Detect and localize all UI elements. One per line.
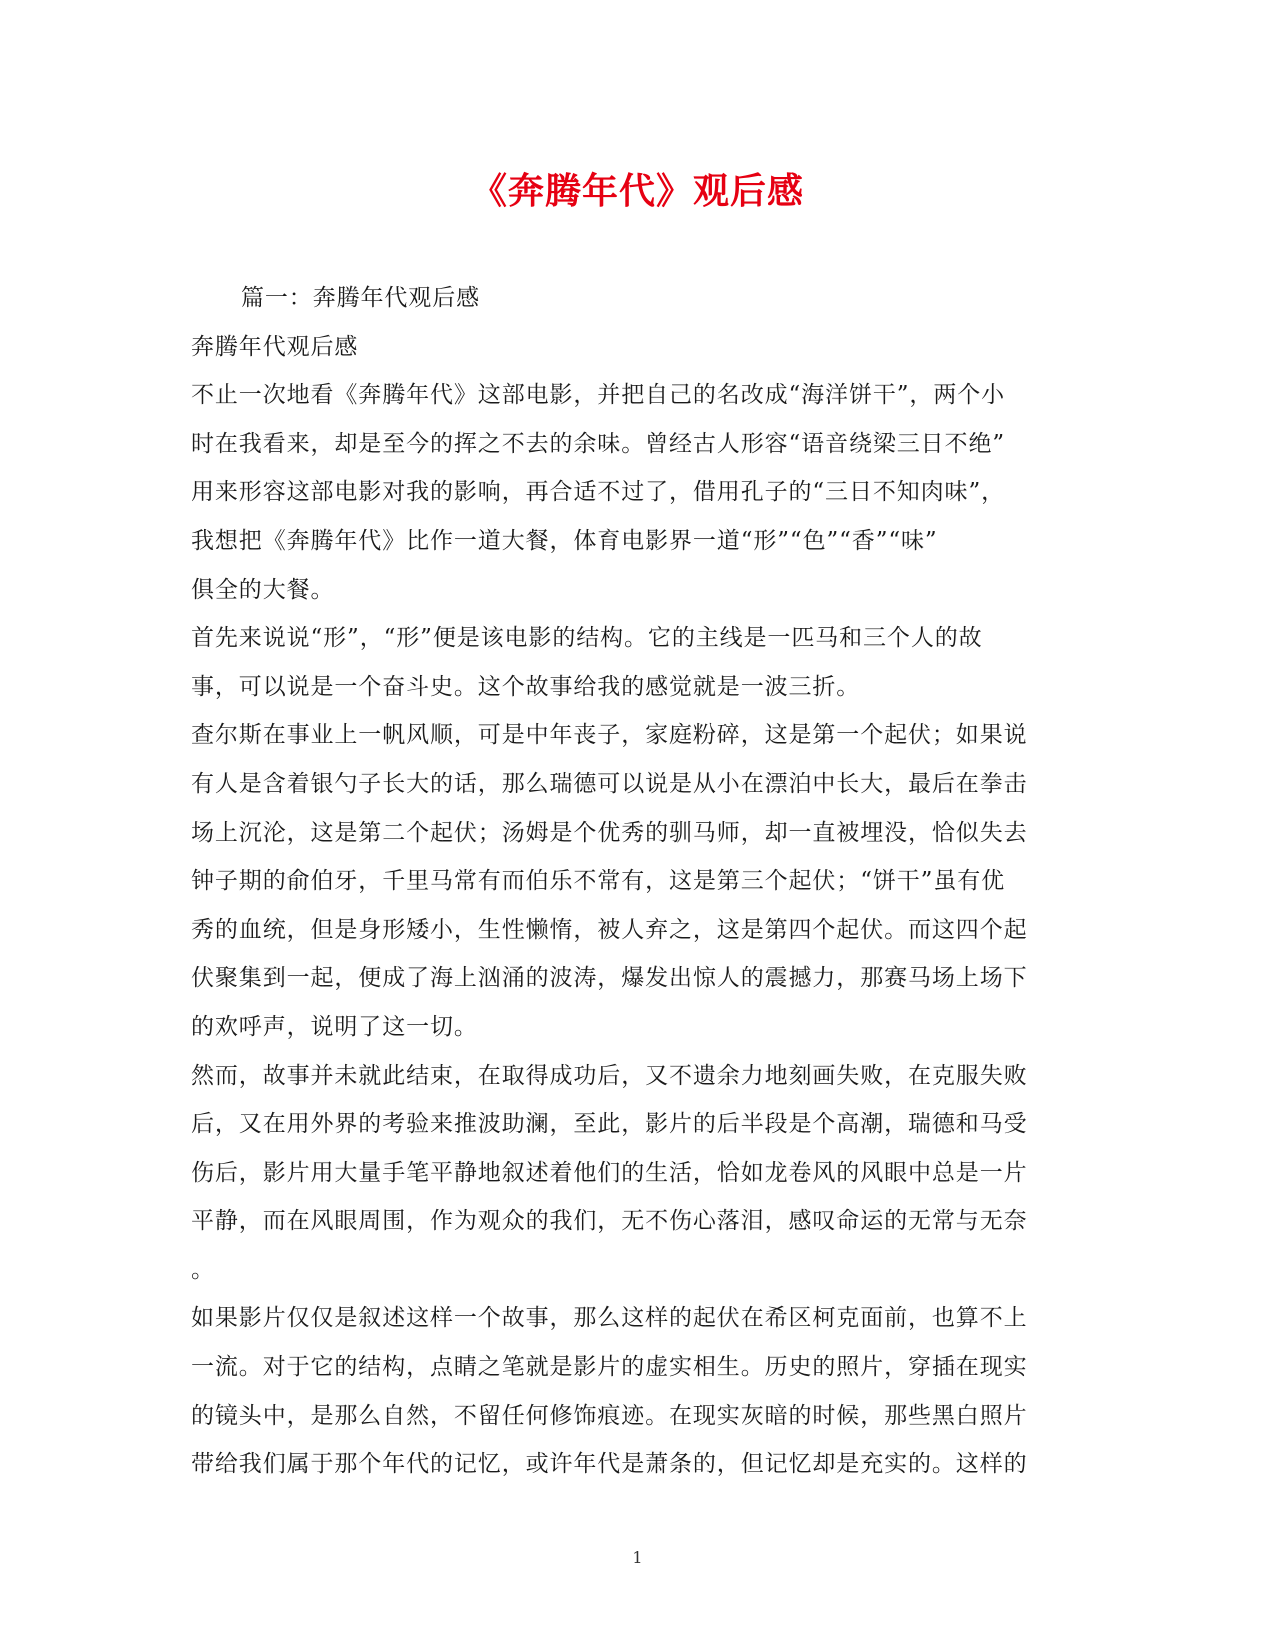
text-line: 时在我看来，却是至今的挥之不去的余味。曾经古人形容“语音绕梁三日不绝” bbox=[191, 430, 1006, 457]
text-line: 用来形容这部电影对我的影响，再合适不过了，借用孔子的“三日不知肉味”， bbox=[191, 479, 1006, 506]
text-line: 如果影片仅仅是叙述这样一个故事，那么这样的起伏在希区柯克面前，也算不上 bbox=[191, 1305, 1028, 1332]
text-line: 伏聚集到一起，便成了海上汹涌的波涛，爆发出惊人的震撼力，那赛马场上场下 bbox=[191, 965, 1028, 992]
page-number: 1 bbox=[632, 1548, 643, 1567]
document-title: 《奔腾年代》观后感 bbox=[470, 170, 804, 212]
section-heading: 篇一：奔腾年代观后感 bbox=[241, 285, 480, 311]
document-body bbox=[191, 274, 1071, 1489]
text-line: 首先来说说“形”，“形”便是该电影的结构。它的主线是一匹马和三个人的故 bbox=[191, 625, 983, 652]
text-line: 带给我们属于那个年代的记忆，或许年代是萧条的，但记忆却是充实的。这样的 bbox=[191, 1451, 1028, 1478]
text-line: 查尔斯在事业上一帆风顺，可是中年丧子，家庭粉碎，这是第一个起伏；如果说 bbox=[191, 722, 1028, 749]
text-line: 有人是含着银勺子长大的话，那么瑞德可以说是从小在漂泊中长大，最后在拳击 bbox=[191, 770, 1028, 797]
text-line: 我想把《奔腾年代》比作一道大餐，体育电影界一道“形”“色”“香”“味” bbox=[191, 527, 938, 554]
text-line: 的欢呼声，说明了这一切。 bbox=[191, 1013, 478, 1040]
text-line: 平静，而在风眼周围，作为观众的我们，无不伤心落泪，感叹命运的无常与无奈 bbox=[191, 1208, 1028, 1235]
text-line: 不止一次地看《奔腾年代》这部电影，并把自己的名改成“海洋饼干”，两个小 bbox=[191, 382, 1006, 409]
text-line: 伤后，影片用大量手笔平静地叙述着他们的生活，恰如龙卷风的风眼中总是一片 bbox=[191, 1159, 1028, 1186]
subtitle-line: 奔腾年代观后感 bbox=[191, 333, 359, 360]
text-line: 秀的血统，但是身形矮小，生性懒惰，被人弃之，这是第四个起伏。而这四个起 bbox=[191, 916, 1028, 943]
text-line: 。 bbox=[191, 1256, 215, 1283]
text-line: 俱全的大餐。 bbox=[191, 576, 335, 603]
text-line: 然而，故事并未就此结束，在取得成功后，又不遗余力地刻画失败，在克服失败 bbox=[191, 1062, 1028, 1089]
text-line: 的镜头中，是那么自然，不留任何修饰痕迹。在现实灰暗的时候，那些黑白照片 bbox=[191, 1402, 1028, 1429]
text-line: 场上沉沦，这是第二个起伏；汤姆是个优秀的驯马师，却一直被埋没，恰似失去 bbox=[191, 819, 1028, 846]
text-line: 钟子期的俞伯牙，千里马常有而伯乐不常有，这是第三个起伏；“饼干”虽有优 bbox=[191, 868, 1006, 895]
text-line: 后，又在用外界的考验来推波助澜，至此，影片的后半段是个高潮，瑞德和马受 bbox=[191, 1111, 1028, 1138]
text-line: 一流。对于它的结构，点睛之笔就是影片的虚实相生。历史的照片，穿插在现实 bbox=[191, 1354, 1028, 1381]
text-line: 事，可以说是一个奋斗史。这个故事给我的感觉就是一波三折。 bbox=[191, 673, 861, 700]
